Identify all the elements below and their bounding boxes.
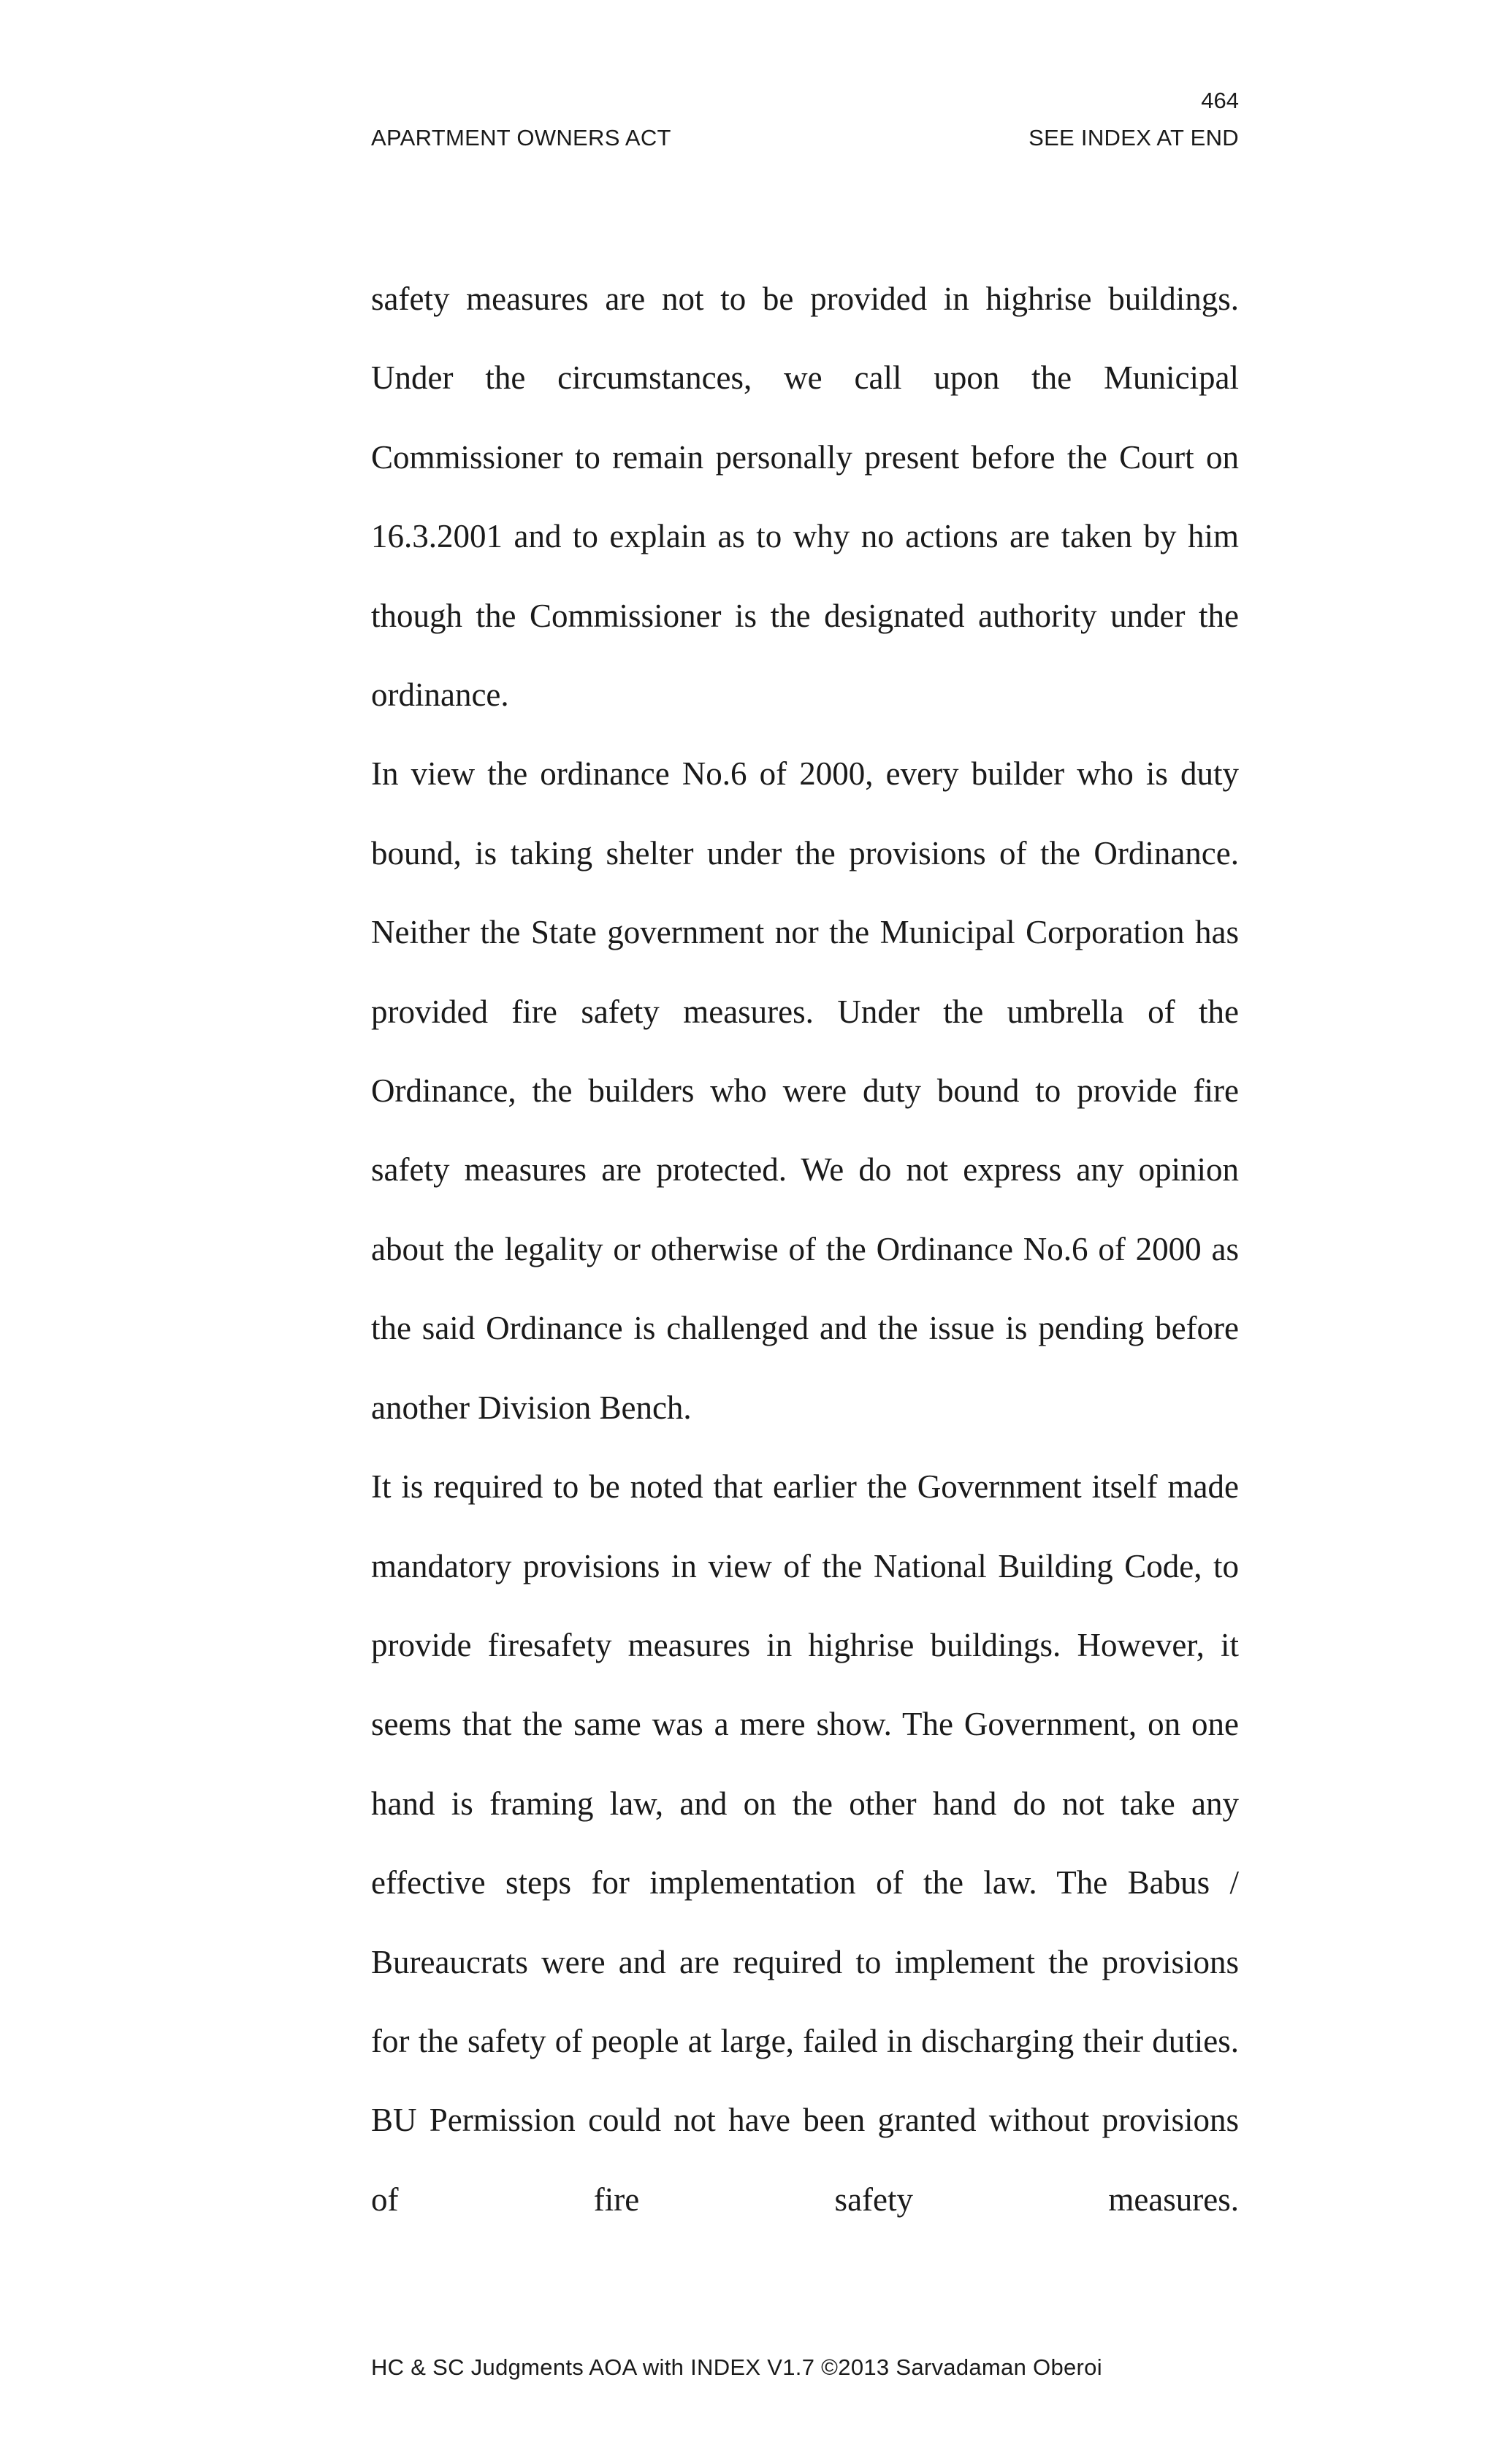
running-header-index-note: SEE INDEX AT END <box>1028 125 1239 150</box>
page-footer: HC & SC Judgments AOA with INDEX V1.7 ©2013 Sarvadaman Oberoi <box>371 2354 1102 2380</box>
document-body <box>371 259 1239 2239</box>
body-paragraph: It is required to be noted that earlier the Government itself made mandatory provisions in view of the National Building Code, to provide firesafety measures in highrise buildings. However, it seems that the same was a mere show. The Government, on one hand is framing law, and on the other hand do not take any effective steps for implementation of the law. The Babus / Bureaucrats were and are required to implement the provisions for the safety of people at large, failed in discharging their duties. BU Permission could not have been granted without provisions of fire safety measures. <box>371 1468 1239 2218</box>
running-header-title: APARTMENT OWNERS ACT <box>371 125 671 150</box>
body-paragraph: In view the ordinance No.6 of 2000, every builder who is duty bound, is taking shelter under the provisions of the Ordinance. Neither the State government nor the Municipal Corporation has provided fire safety measures. Under the umbrella of the Ordinance, the builders who were duty bound to provide fire safety measures are protected. We do not express any opinion about the legality or otherwise of the Ordinance No.6 of 2000 as the said Ordinance is challenged and the issue is pending before another Division Bench. <box>371 755 1239 1426</box>
page-number: 464 <box>1201 88 1239 113</box>
body-paragraph: safety measures are not to be provided in highrise buildings. Under the circumstances, we call upon the Municipal Commissioner to remain personally present before the Court on 16.3.2001 and to explain as to why no actions are taken by him though the Commissioner is the designated authority under the ordinance. <box>371 281 1239 714</box>
